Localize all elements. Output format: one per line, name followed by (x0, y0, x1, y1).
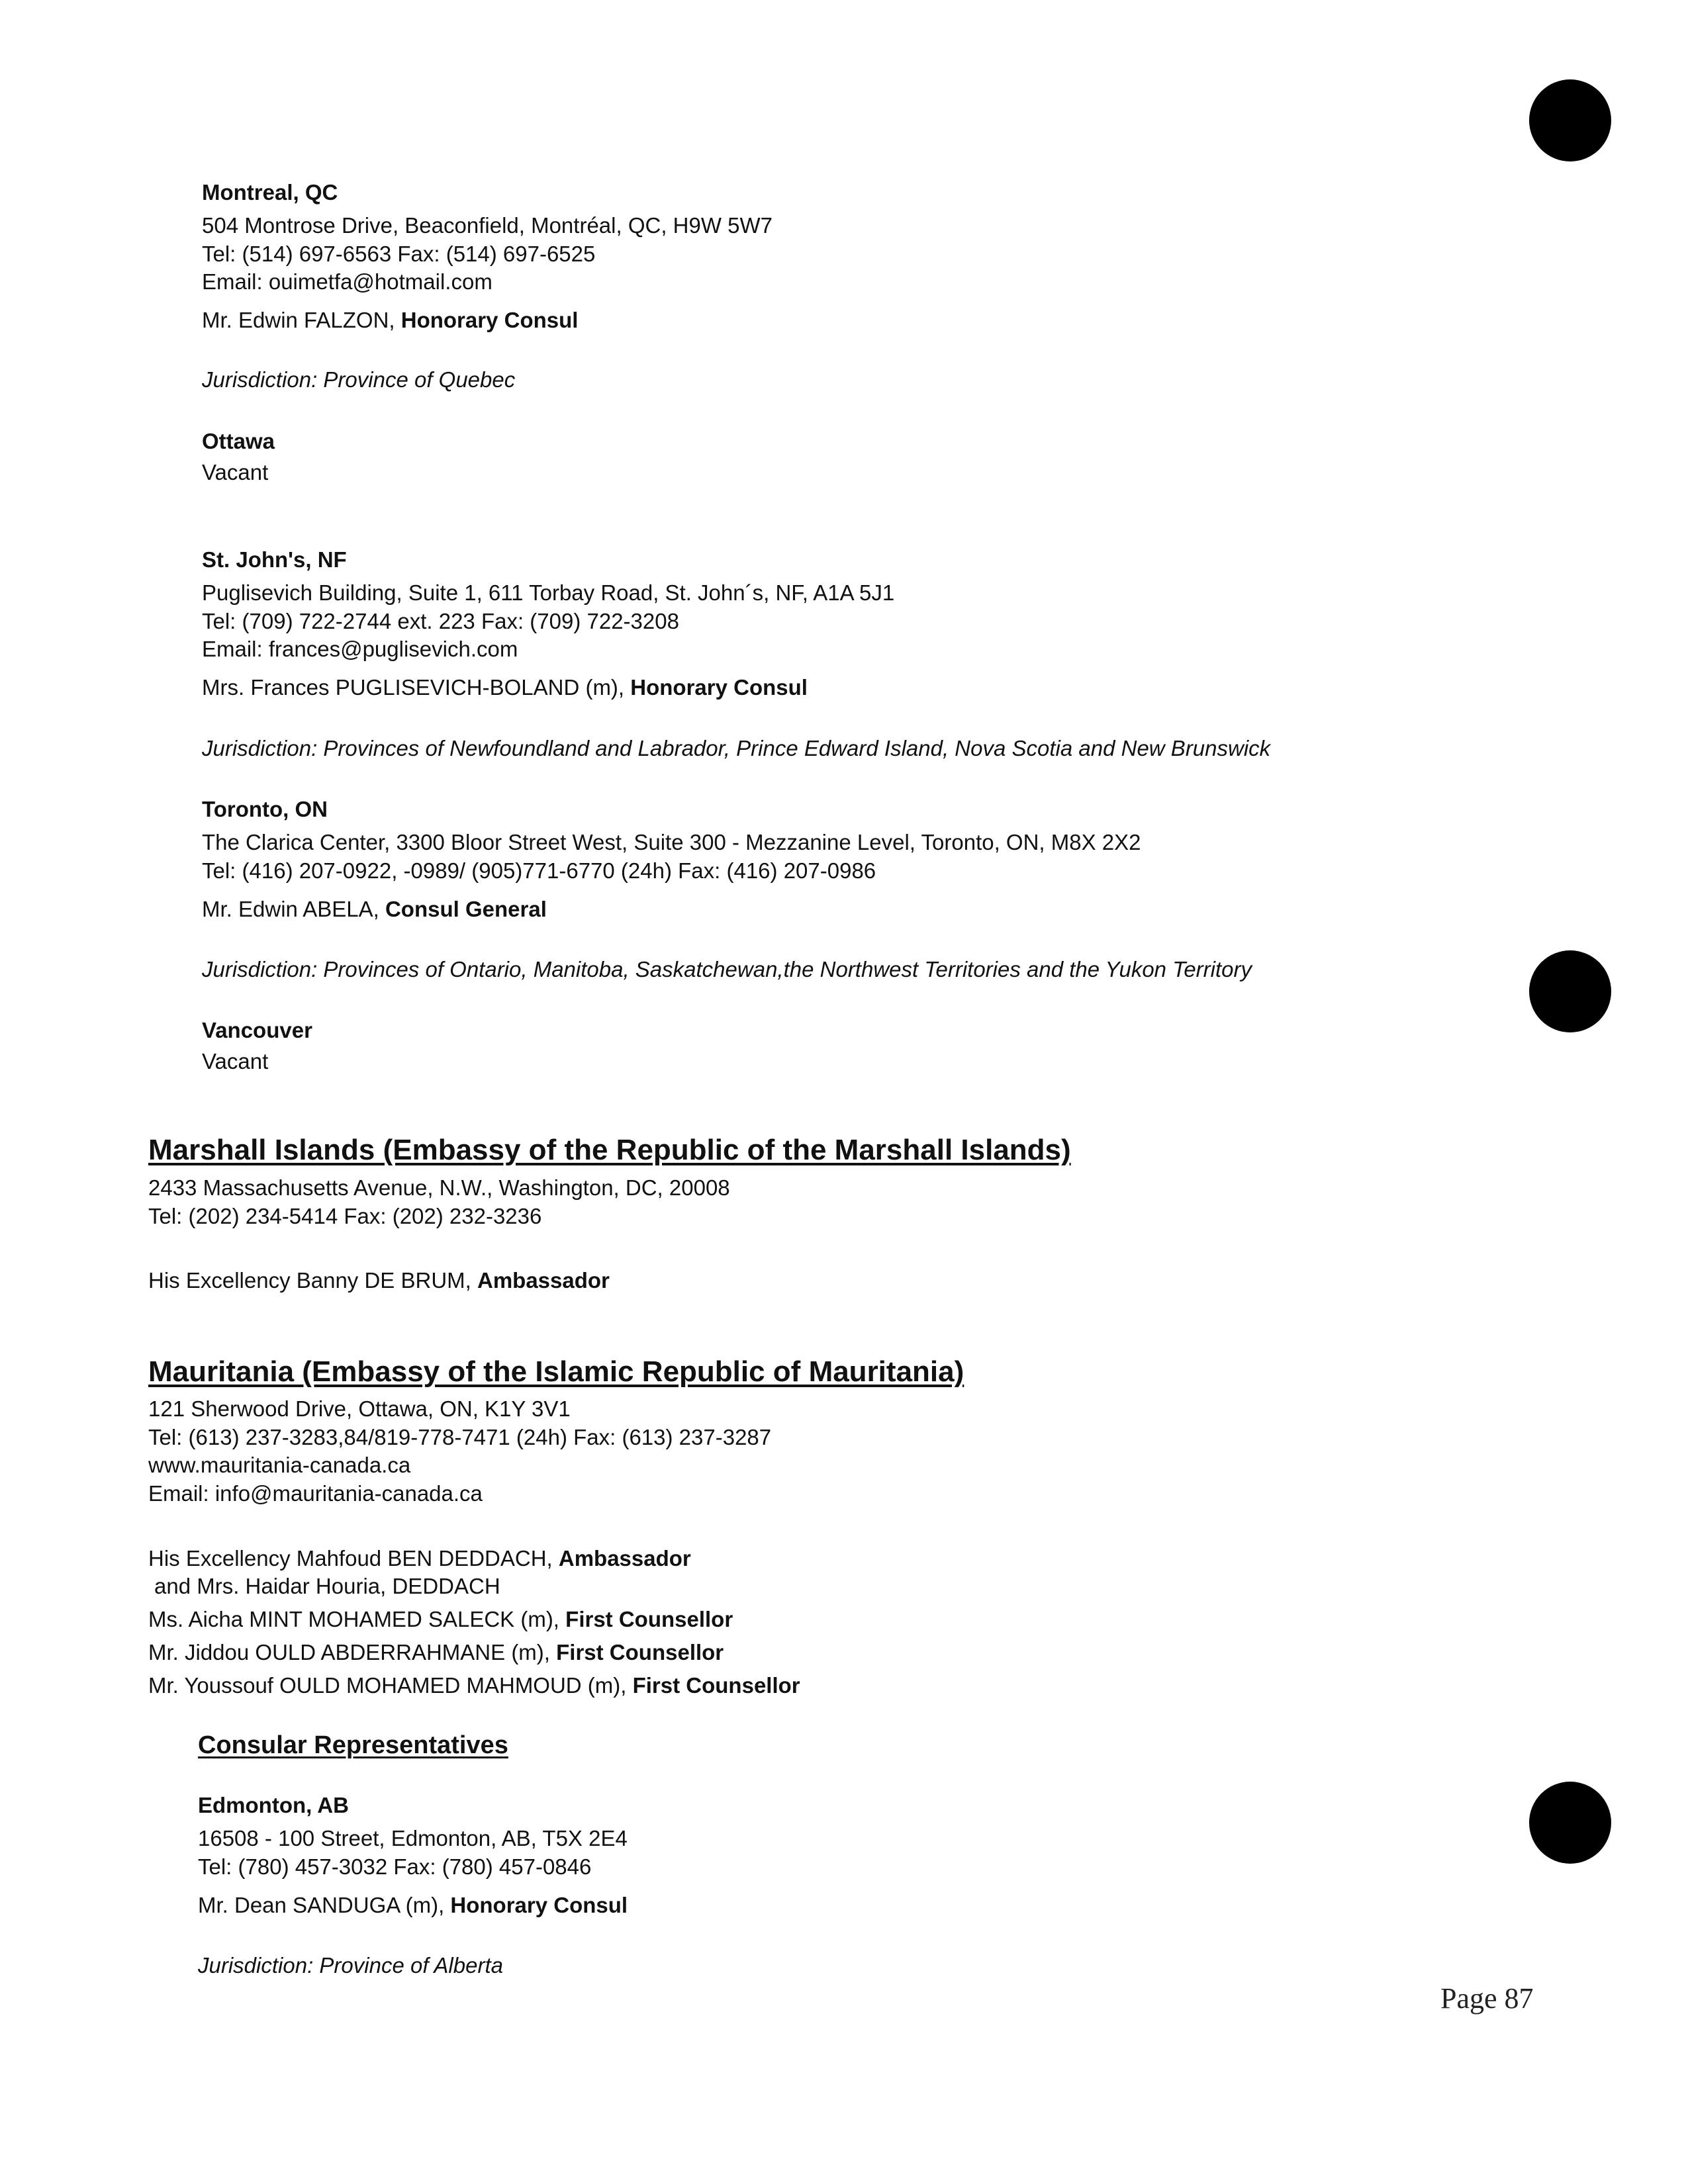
toronto-address: The Clarica Center, 3300 Bloor Street West, Suite 300 - Mezzanine Level, Toronto, ON, M8X 2X2 (202, 830, 1141, 854)
montreal-city: Montreal, QC (202, 180, 338, 205)
consular-representatives-heading: Consular Representatives (198, 1731, 508, 1759)
montreal-address: 504 Montrose Drive, Beaconfield, Montréal, QC, H9W 5W7 (202, 213, 773, 238)
montreal-contact (202, 306, 578, 334)
edmonton-address: 16508 - 100 Street, Edmonton, AB, T5X 2E4 (198, 1826, 628, 1850)
marshall-title: Ambassador (477, 1268, 610, 1293)
staff-title: First Counsellor (632, 1673, 800, 1698)
vancouver-city: Vancouver (202, 1018, 312, 1042)
mauritania-ambassador-person: His Excellency Mahfoud BEN DEDDACH, (148, 1546, 559, 1570)
staff-row (148, 1672, 800, 1700)
stjohns-phone: Tel: (709) 722-2744 ext. 223 Fax: (709) 722-3208 (202, 609, 679, 633)
staff-title: First Counsellor (556, 1640, 724, 1664)
mauritania-ambassador (148, 1545, 691, 1572)
edmonton-city: Edmonton, AB (198, 1793, 349, 1817)
mauritania-heading: Mauritania (Embassy of the Islamic Republic of Mauritania) (148, 1355, 964, 1388)
stjohns-title: Honorary Consul (630, 675, 808, 700)
montreal-title: Honorary Consul (400, 308, 579, 332)
edmonton-jurisdiction: Jurisdiction: Province of Alberta (198, 1953, 503, 1978)
montreal-person: Mr. Edwin FALZON, (202, 308, 401, 332)
ottawa-status: Vacant (202, 460, 269, 484)
marshall-ambassador (148, 1267, 610, 1295)
stjohns-jurisdiction: Jurisdiction: Provinces of Newfoundland and Labrador, Prince Edward Island, Nova Scotia and New Brunswick (202, 736, 1271, 760)
edmonton-person: Mr. Dean SANDUGA (m), (198, 1893, 451, 1917)
marshall-islands-heading: Marshall Islands (Embassy of the Republic of the Marshall Islands) (148, 1134, 1071, 1166)
mauritania-phone: Tel: (613) 237-3283,84/819-778-7471 (24h) Fax: (613) 237-3287 (148, 1425, 772, 1449)
punch-hole-middle (1529, 950, 1611, 1032)
staff-person: Ms. Aicha MINT MOHAMED SALECK (m), (148, 1607, 566, 1631)
marshall-person: His Excellency Banny DE BRUM, (148, 1268, 477, 1293)
toronto-contact (202, 895, 547, 923)
marshall-address: 2433 Massachusetts Avenue, N.W., Washington, DC, 20008 (148, 1175, 730, 1200)
stjohns-person: Mrs. Frances PUGLISEVICH-BOLAND (m), (202, 675, 631, 700)
staff-person: Mr. Jiddou OULD ABDERRAHMANE (m), (148, 1640, 557, 1664)
marshall-phone: Tel: (202) 234-5414 Fax: (202) 232-3236 (148, 1204, 542, 1228)
staff-row (148, 1606, 733, 1633)
staff-row (148, 1639, 724, 1666)
stjohns-address: Puglisevich Building, Suite 1, 611 Torbay Road, St. John´s, NF, A1A 5J1 (202, 580, 895, 605)
punch-hole-top (1529, 79, 1611, 161)
toronto-city: Toronto, ON (202, 797, 328, 821)
toronto-title: Consul General (385, 897, 547, 921)
toronto-jurisdiction: Jurisdiction: Provinces of Ontario, Manitoba, Saskatchewan,the Northwest Territories and the Yukon Territory (202, 957, 1252, 981)
toronto-person: Mr. Edwin ABELA, (202, 897, 385, 921)
toronto-phone: Tel: (416) 207-0922, -0989/ (905)771-6770 (24h) Fax: (416) 207-0986 (202, 858, 876, 883)
stjohns-contact (202, 674, 808, 702)
staff-title: First Counsellor (565, 1607, 733, 1631)
mauritania-email: Email: info@mauritania-canada.ca (148, 1481, 483, 1506)
edmonton-contact (198, 1891, 628, 1919)
stjohns-city: St. John's, NF (202, 547, 347, 572)
ottawa-city: Ottawa (202, 429, 275, 453)
edmonton-phone: Tel: (780) 457-3032 Fax: (780) 457-0846 (198, 1854, 592, 1879)
punch-hole-bottom (1529, 1782, 1611, 1864)
montreal-email: Email: ouimetfa@hotmail.com (202, 269, 492, 294)
mauritania-spouse: and Mrs. Haidar Houria, DEDDACH (154, 1574, 500, 1598)
mauritania-ambassador-title: Ambassador (558, 1546, 691, 1570)
stjohns-email: Email: frances@puglisevich.com (202, 637, 518, 661)
edmonton-title: Honorary Consul (450, 1893, 628, 1917)
page-number: Page 87 (1440, 1982, 1534, 2015)
montreal-jurisdiction: Jurisdiction: Province of Quebec (202, 367, 516, 392)
vancouver-status: Vacant (202, 1049, 269, 1073)
mauritania-address: 121 Sherwood Drive, Ottawa, ON, K1Y 3V1 (148, 1396, 571, 1421)
montreal-phone: Tel: (514) 697-6563 Fax: (514) 697-6525 (202, 242, 596, 266)
mauritania-website: www.mauritania-canada.ca (148, 1453, 411, 1477)
staff-person: Mr. Youssouf OULD MOHAMED MAHMOUD (m), (148, 1673, 633, 1698)
